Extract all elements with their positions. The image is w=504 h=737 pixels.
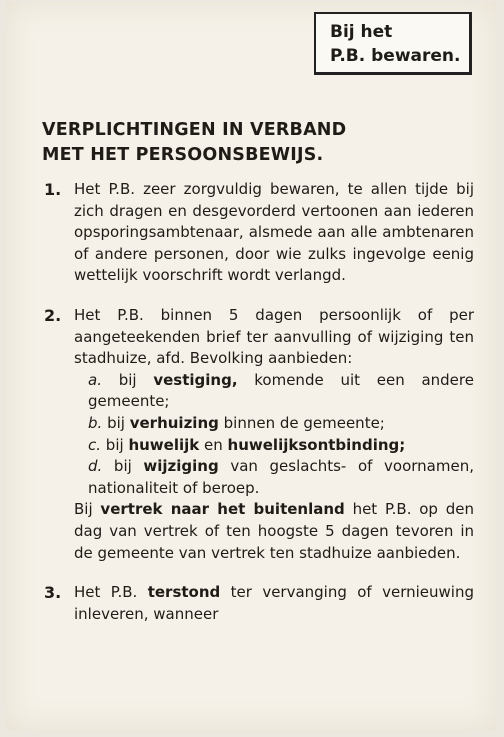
subitem-b: b. bij verhuizing binnen de gemeente; [88, 413, 385, 432]
subitem-a: a. bij vestiging, komende uit een andere gemeente; [88, 370, 474, 411]
page-title [42, 118, 346, 168]
item-text: Het P.B. zeer zorgvuldig bewaren, te allen tijde bij zich dragen en desgevorderd vertoonen aan iederen opsporingsambtenaar, alsmede aan alle ambtenaren of andere personen, door wie zulks ingevolge eenig wettelijk voorschrift wordt verlangd. [74, 180, 474, 285]
item-number: 2. [44, 305, 62, 325]
item-text: Het P.B. terstond ter vervanging of vernieuwing inleveren, wanneer [74, 583, 474, 623]
item-number: 3. [44, 583, 62, 603]
vertrek-paragraph: Bij vertrek naar het buitenland het P.B. op den dag van vertrek of ten hoogste 5 dagen tevoren in de gemeente van vertrek ten stadhuize aanbieden. [74, 500, 474, 562]
item-number: 1. [44, 180, 62, 199]
title-line-1: VERPLICHTINGEN IN VERBAND [42, 120, 347, 140]
subitem-d: d. bij wijziging van geslachts- of voornamen, nationaliteit of beroep. [88, 457, 474, 497]
subitem-c: c. bij huwelijk en huwelijksontbinding; [88, 435, 406, 454]
obligations-list [44, 179, 474, 643]
list-item-2 [44, 305, 474, 564]
title-line-2: MET HET PERSOONSBEWIJS. [42, 145, 324, 165]
stamp-line-1: Bij het [330, 22, 393, 42]
document-card [6, 2, 496, 730]
item-intro: Het P.B. binnen 5 dagen persoonlijk of per aangeteekenden brief ter aanvulling of wijziging ten stadhuize, afd. Bevolking aanbieden: [74, 305, 474, 368]
list-item-1 [44, 179, 474, 287]
instruction-stamp [314, 12, 472, 75]
stamp-line-2: P.B. bewaren. [330, 46, 461, 66]
list-item-3 [44, 582, 474, 625]
